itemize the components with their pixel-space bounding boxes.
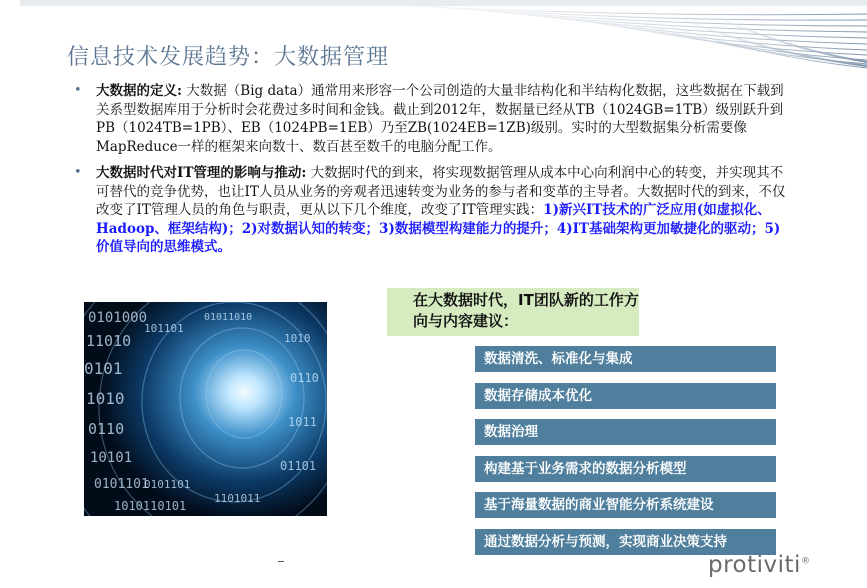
bullet-lead: 大数据时代对IT管理的影响与推动: — [96, 165, 307, 181]
svg-text:1011: 1011 — [288, 415, 317, 429]
svg-text:0101101: 0101101 — [94, 477, 149, 492]
footer-mark — [278, 561, 284, 562]
svg-text:10101: 10101 — [90, 450, 133, 466]
bullet-highlight: 1)新兴IT技术的广泛应用(如虚拟化、Hadoop、框架结构)；2)对数据认知的转变；3)数据模型构建能力的提升；4)IT基础架构更加敏捷化的驱动；5)价值导向的思维模式。 — [96, 202, 781, 255]
bullet-impact — [70, 164, 790, 257]
svg-text:0110: 0110 — [290, 371, 319, 385]
bullet-dot-icon: • — [74, 165, 82, 180]
binary-tunnel-graphic — [84, 302, 327, 516]
protiviti-logo — [708, 552, 810, 578]
page-title: 信息技术发展趋势：大数据管理 — [67, 45, 390, 70]
action-item: 基于海量数据的商业智能分析系统建设 — [475, 492, 776, 518]
action-item: 构建基于业务需求的数据分析模型 — [475, 456, 776, 482]
svg-text:0101: 0101 — [84, 359, 123, 378]
svg-text:1010: 1010 — [86, 389, 125, 408]
bullet-definition — [70, 82, 790, 156]
bullet-lead: 大数据的定义: — [96, 83, 182, 99]
action-item: 通过数据分析与预测，实现商业决策支持 — [475, 529, 776, 555]
svg-text:11010: 11010 — [86, 332, 132, 350]
bullet-dot-icon: • — [74, 83, 82, 98]
svg-text:0110: 0110 — [88, 420, 125, 438]
svg-text:0101101: 0101101 — [144, 478, 191, 491]
svg-text:1010: 1010 — [284, 332, 311, 345]
svg-text:01011010: 01011010 — [204, 312, 253, 323]
callout-box: 在大数据时代，IT团队新的工作方向与内容建议： — [387, 288, 639, 336]
binary-tunnel-image — [84, 302, 327, 516]
svg-text:1010110101: 1010110101 — [114, 499, 187, 513]
bullet-list — [70, 82, 790, 265]
bullet-text: 大数据时代的到来，将实现数据管理从成本中心向利润中心的转变，并实现其不可替代的竞争优势，也让IT人员从业务的旁观者迅速转变为业务的参与者和变革的主导者。大数据时代的到来，不仅改变了IT管理人员的角色与职责，更从以下几个维度，改变了IT管理实践： — [96, 165, 786, 218]
svg-text:1101011: 1101011 — [214, 492, 261, 505]
logo-text: protiviti — [708, 552, 801, 578]
action-item: 数据存储成本优化 — [475, 383, 776, 409]
action-item: 数据治理 — [475, 419, 776, 445]
registered-mark: ® — [800, 556, 811, 567]
action-item: 数据清洗、标准化与集成 — [475, 346, 776, 372]
svg-text:101101: 101101 — [144, 322, 184, 335]
action-list — [475, 346, 776, 565]
svg-text:0101000: 0101000 — [88, 310, 148, 326]
svg-text:01101: 01101 — [280, 459, 317, 473]
bullet-text: 大数据（Big data）通常用来形容一个公司创造的大量非结构化和半结构化数据，这些数据在下载到关系型数据库用于分析时会花费过多时间和金钱。截止到2012年，数据量已经从TB（1024GB=1TB）级别跃升到PB（1024TB=1PB）、EB（1024PB=1EB）乃至ZB(1024EB=1ZB)级别。实时的大型数据集分析需要像MapReduce一样的框架来向数十、数百甚至数千的电脑分配工作。 — [96, 83, 784, 155]
